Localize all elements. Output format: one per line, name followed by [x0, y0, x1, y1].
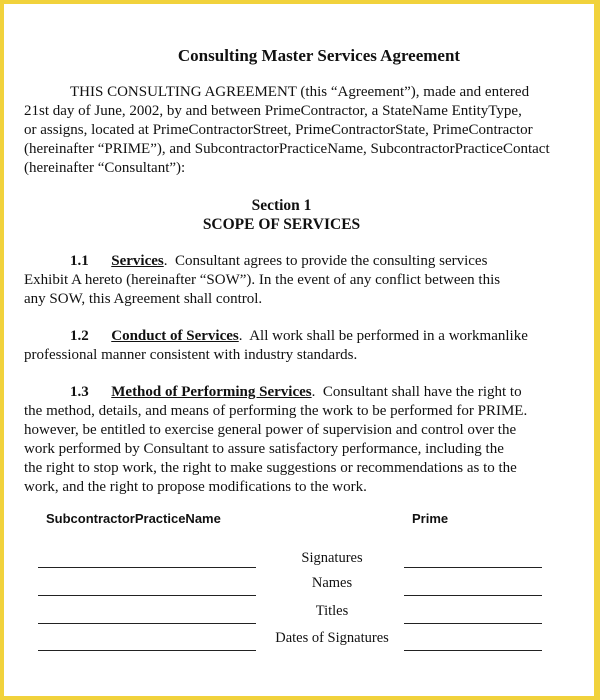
clause-text: Consultant shall have the right to: [322, 384, 522, 400]
section-number: Section 1: [251, 197, 312, 214]
clause-1-1-first-line: 1.1 Services. Consultant agrees to provide the consulting services: [70, 253, 488, 269]
right-signature-line[interactable]: [404, 567, 542, 568]
intro-line-3: or assigns, located at PrimeContractorStreet, PrimeContractorState, PrimeContractor: [24, 122, 533, 138]
clause-text: All work shall be performed in a workmanlike: [249, 328, 528, 344]
left-title-line[interactable]: [38, 623, 256, 624]
intro-line-4: (hereinafter “PRIME”), and SubcontractorPracticeName, SubcontractorPracticeContact: [24, 141, 550, 157]
right-name-line[interactable]: [404, 595, 542, 596]
signature-label-titles: Titles: [315, 603, 349, 619]
signature-label-signatures: Signatures: [301, 550, 363, 566]
intro-line-2: 21st day of June, 2002, by and between PrimeContractor, a StateName EntityType,: [24, 103, 522, 119]
clause-heading: Services: [111, 253, 164, 269]
signature-left-party: SubcontractorPracticeName: [46, 511, 221, 526]
left-date-line[interactable]: [38, 650, 256, 651]
clause-1-3-line-2: the method, details, and means of performing the work to be performed for PRIME.: [24, 403, 528, 419]
signature-label-dates: Dates of Signatures: [275, 630, 389, 646]
clause-1-3-first-line: 1.3 Method of Performing Services. Consultant shall have the right to: [70, 384, 522, 400]
clause-1-1-line-3: any SOW, this Agreement shall control.: [24, 291, 263, 307]
section-title: SCOPE OF SERVICES: [202, 216, 361, 233]
clause-number: 1.2: [70, 328, 89, 344]
intro-line-5: (hereinafter “Consultant”):: [24, 160, 186, 176]
clause-text: Consultant agrees to provide the consulting services: [174, 253, 488, 269]
clause-number: 1.3: [70, 384, 89, 400]
right-date-line[interactable]: [404, 650, 542, 651]
document-page: [4, 4, 594, 696]
clause-1-3-line-3: however, be entitled to exercise general power of supervision and control over the: [24, 422, 517, 438]
left-signature-line[interactable]: [38, 567, 256, 568]
clause-1-2-first-line: 1.2 Conduct of Services. All work shall be performed in a workmanlike: [70, 328, 528, 344]
document-title: Consulting Master Services Agreement: [177, 46, 461, 65]
signature-right-party: Prime: [412, 511, 449, 526]
clause-1-3-line-6: work, and the right to propose modifications to the work.: [24, 479, 367, 495]
left-name-line[interactable]: [38, 595, 256, 596]
clause-heading: Method of Performing Services: [111, 384, 312, 400]
clause-heading: Conduct of Services: [111, 328, 239, 344]
clause-1-3-line-4: work performed by Consultant to assure satisfactory performance, including the: [24, 441, 504, 457]
clause-1-1-line-2: Exhibit A hereto (hereinafter “SOW”). In the event of any conflict between this: [24, 272, 501, 288]
clause-number: 1.1: [70, 253, 89, 269]
clause-1-2-line-2: professional manner consistent with industry standards.: [24, 347, 358, 363]
signature-label-names: Names: [311, 575, 353, 591]
intro-line-1: THIS CONSULTING AGREEMENT (this “Agreement”), made and entered: [70, 84, 530, 100]
clause-1-3-line-5: the right to stop work, the right to make suggestions or recommendations as to the: [24, 460, 517, 476]
right-title-line[interactable]: [404, 623, 542, 624]
